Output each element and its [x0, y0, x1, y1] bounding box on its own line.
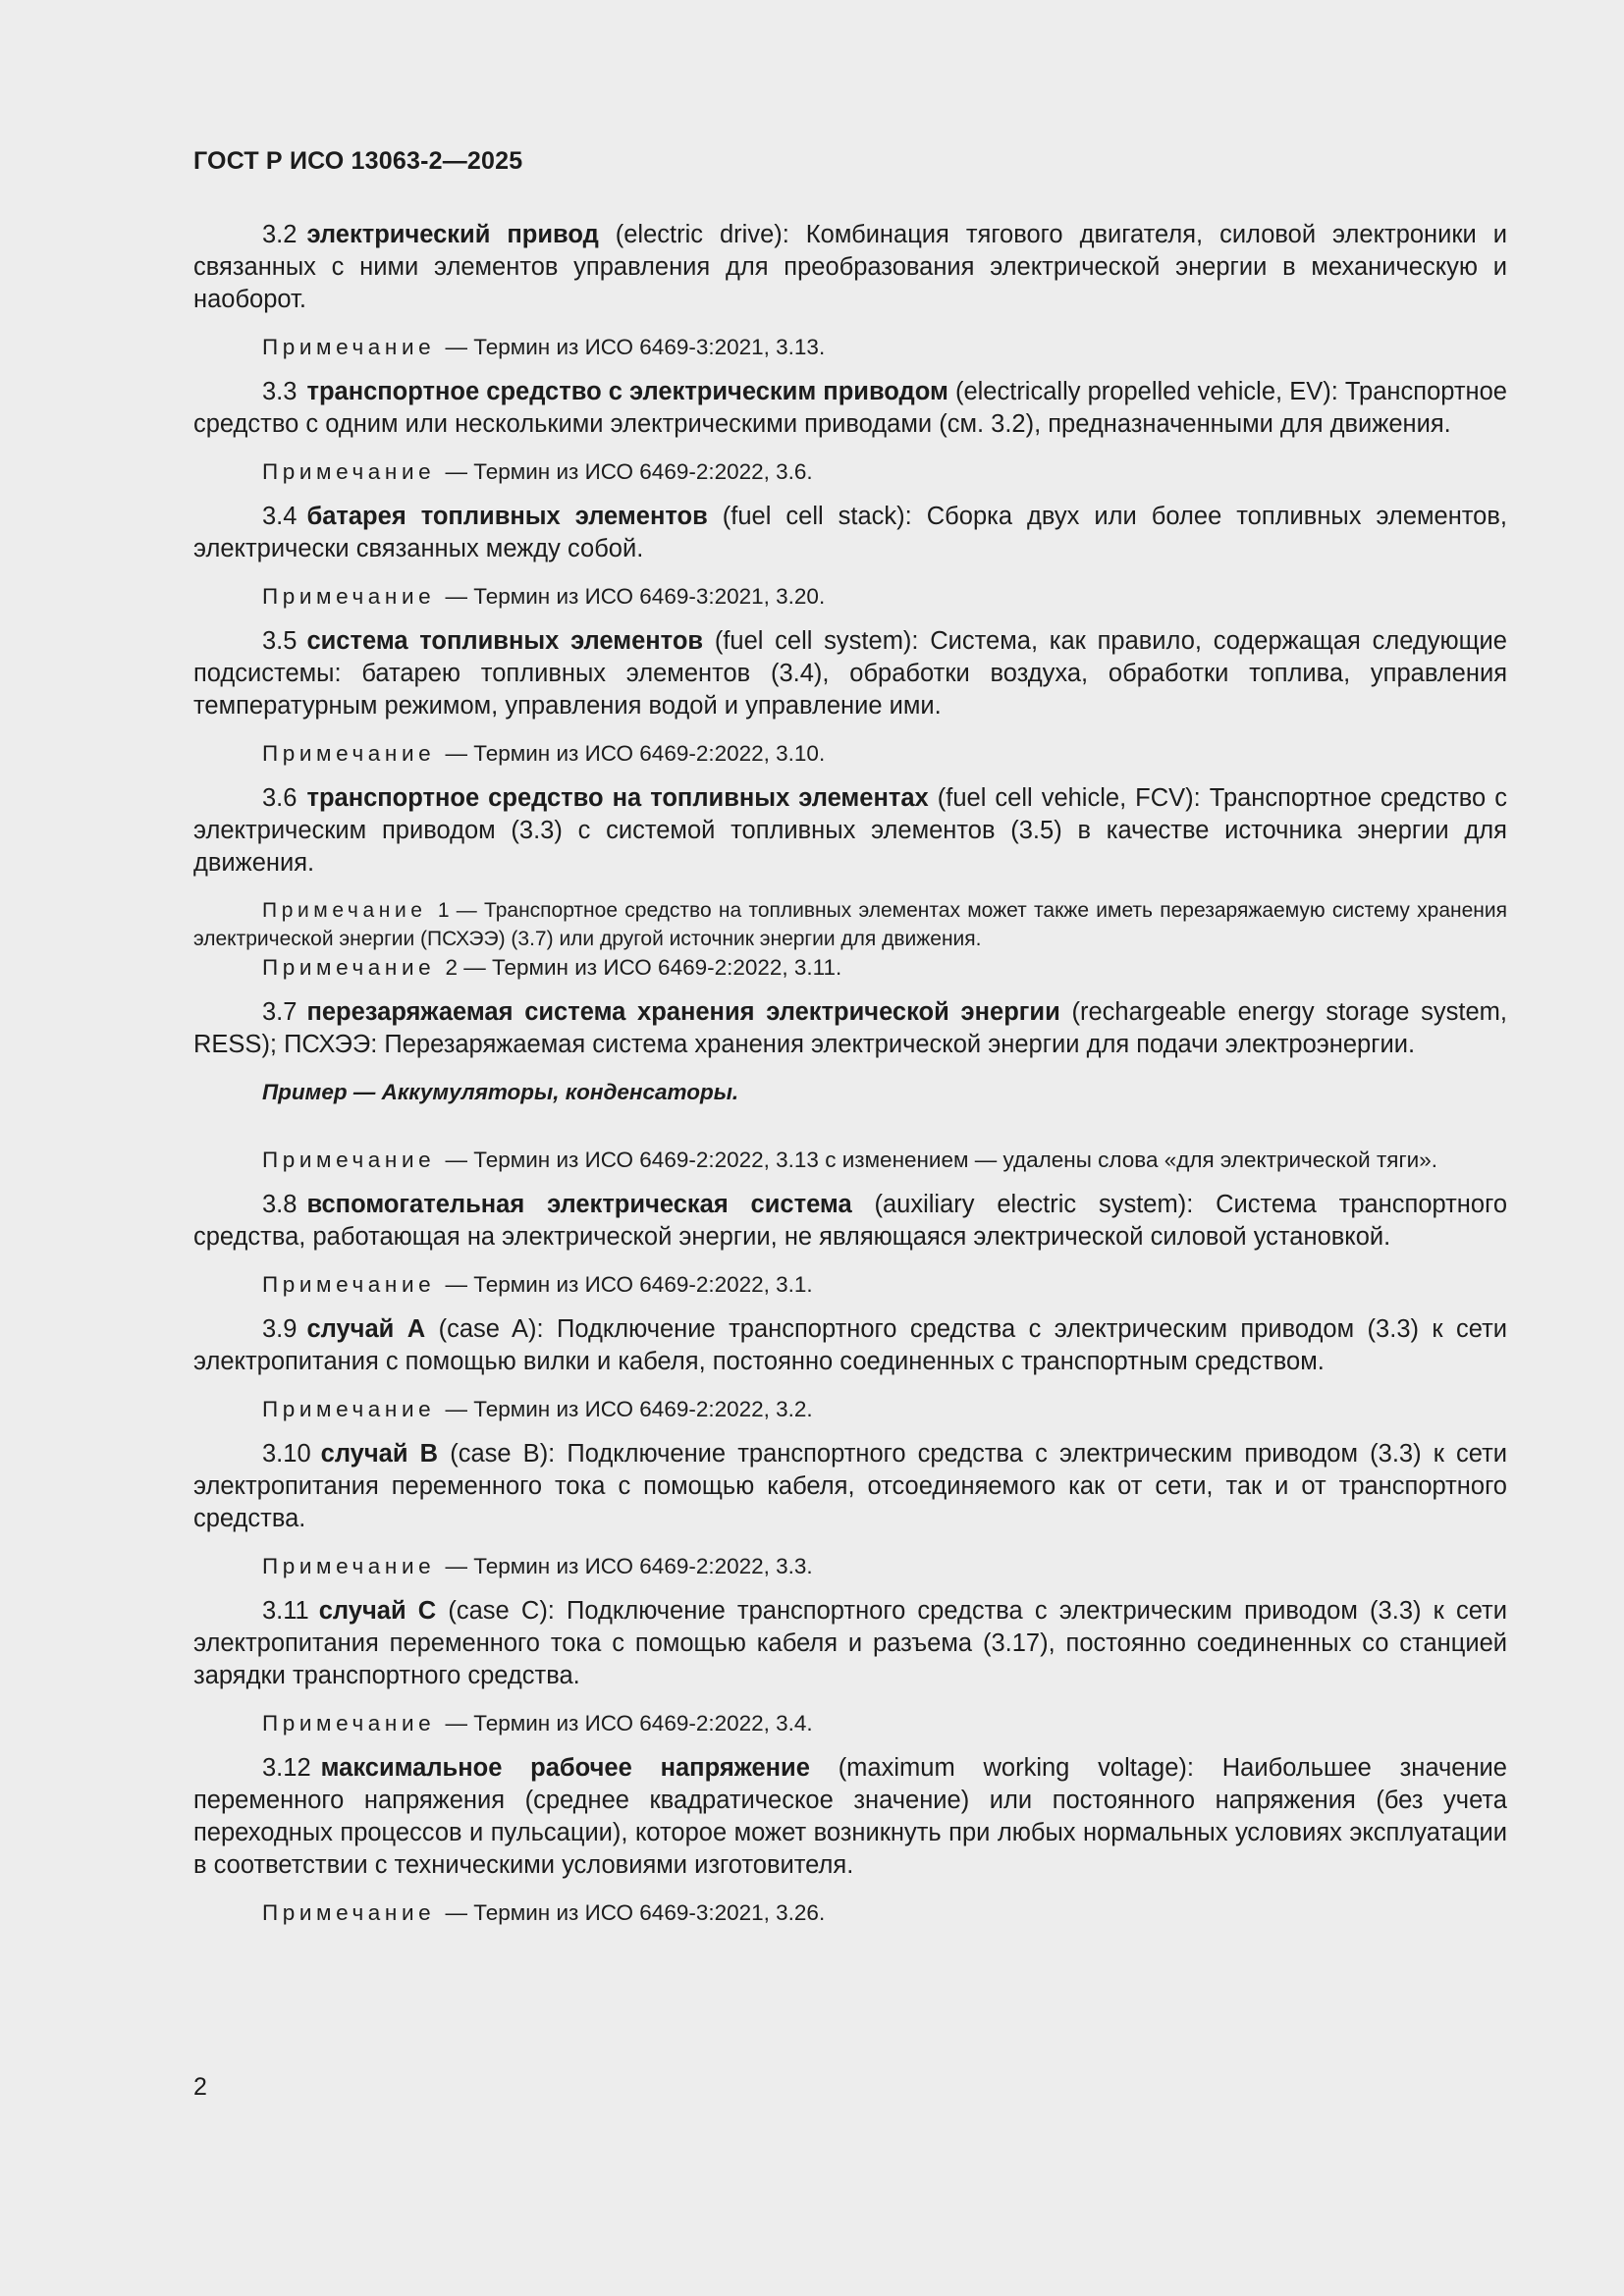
note-text: — Термин из ИСО 6469-2:2022, 3.1. [445, 1272, 813, 1297]
term-title: максимальное рабочее напряжение [320, 1754, 810, 1782]
note-label: Примечание [262, 1554, 436, 1578]
term-3-2 [193, 219, 1507, 316]
note-text: — Термин из ИСО 6469-3:2021, 3.20. [445, 584, 826, 609]
note-text: — Термин из ИСО 6469-2:2022, 3.6. [445, 459, 813, 484]
term-3-6 [193, 782, 1507, 880]
note-label: Примечание [262, 335, 436, 359]
term-3-5 [193, 625, 1507, 722]
note-label: Примечание [262, 899, 427, 922]
term-number: 3.7 [262, 998, 298, 1026]
note-label: Примечание [262, 1272, 436, 1297]
note-text: 1 — Транспортное средство на топливных элементах может также иметь перезаряжаемую систему хранения электрической энергии (ПСХЭЭ) (3.7) или другой источник энергии для движения. [193, 899, 1507, 950]
note-3-2 [193, 333, 1507, 361]
term-definition: (fuel cell vehicle, FCV): Транспортное средство с электрическим приводом (3.3) с системой топливных элементов (3.5) в качестве источника энергии для движения. [193, 784, 1507, 877]
note-3-3 [193, 457, 1507, 486]
term-definition: (fuel cell stack): Сборка двух или более топливных элементов, электрически связанных между собой. [193, 503, 1507, 562]
term-definition: (electric drive): Комбинация тягового двигателя, силовой электроники и связанных с ними элементов управления для преобразования электрической энергии в механическую и наоборот. [193, 221, 1507, 313]
term-number: 3.3 [262, 378, 298, 405]
term-number: 3.2 [262, 221, 298, 248]
note-label: Примечание [262, 1711, 436, 1735]
term-number: 3.12 [262, 1754, 311, 1782]
term-title: случай В [320, 1440, 439, 1468]
note-3-5 [193, 739, 1507, 768]
term-definition: (maximum working voltage): Наибольшее значение переменного напряжения (среднее квадратическое значение) или постоянного напряжения (без учета переходных процессов и пульсации), которое может возникнуть при любых нормальных условиях эксплуатации в соответствии с техническими условиями изготовителя. [193, 1754, 1507, 1879]
note-label: Примечание [262, 741, 436, 766]
note-text: — Термин из ИСО 6469-2:2022, 3.3. [445, 1554, 813, 1578]
term-title: транспортное средство на топливных элементах [306, 784, 929, 812]
term-3-8 [193, 1189, 1507, 1254]
page-number: 2 [193, 2073, 207, 2101]
term-number: 3.10 [262, 1440, 311, 1468]
note-text: — Термин из ИСО 6469-3:2021, 3.26. [445, 1900, 826, 1925]
term-title: система топливных элементов [306, 627, 704, 655]
term-definition: (fuel cell system): Система, как правило, содержащая следующие подсистемы: батарею топливных элементов (3.4), обработки воздуха, обработки топлива, управления температурным режимом, управления водой и управление ими. [193, 627, 1507, 720]
note-text: 2 — Термин из ИСО 6469-2:2022, 3.11. [445, 955, 842, 980]
note-text: — Термин из ИСО 6469-2:2022, 3.4. [445, 1711, 813, 1735]
note-label: Примечание [262, 1148, 436, 1172]
note-label: Примечание [262, 1397, 436, 1421]
term-number: 3.6 [262, 784, 298, 812]
note-text: — Термин из ИСО 6469-3:2021, 3.13. [445, 335, 826, 359]
document-page [193, 147, 1507, 1942]
note-3-7 [174, 1146, 1507, 1174]
note-text: — Термин из ИСО 6469-2:2022, 3.10. [445, 741, 826, 766]
term-number: 3.11 [262, 1597, 309, 1625]
note-text: — Термин из ИСО 6469-2:2022, 3.2. [445, 1397, 813, 1421]
term-title: вспомогательная электрическая система [306, 1191, 852, 1218]
term-definition: (auxiliary electric system): Система транспортного средства, работающая на электрической энергии, не являющаяся электрической силовой установкой. [193, 1191, 1507, 1251]
term-definition: (rechargeable energy storage system, RESS); ПСХЭЭ: Перезаряжаемая система хранения электрической энергии для подачи электроэнергии. [193, 998, 1507, 1058]
note-3-6-1 [193, 896, 1507, 953]
term-number: 3.9 [262, 1315, 298, 1343]
term-title: транспортное средство с электрическим приводом [306, 378, 948, 405]
term-title: батарея топливных элементов [306, 503, 708, 530]
term-title: электрический привод [306, 221, 599, 248]
term-3-7 [193, 996, 1507, 1061]
note-text: — Термин из ИСО 6469-2:2022, 3.13 с изменением — удалены слова «для электрической тяги». [445, 1148, 1437, 1172]
example-3-7: Пример — Аккумуляторы, конденсаторы. [262, 1080, 739, 1104]
term-definition: (electrically propelled vehicle, EV): Транспортное средство с одним или несколькими электрическими приводами (см. 3.2), предназначенными для движения. [193, 378, 1507, 438]
term-3-4 [193, 501, 1507, 565]
term-title: случай С [318, 1597, 437, 1625]
note-3-10 [193, 1552, 1507, 1580]
note-label: Примечание [262, 955, 436, 980]
note-label: Примечание [262, 1900, 436, 1925]
term-3-3 [193, 376, 1507, 441]
term-number: 3.8 [262, 1191, 298, 1218]
term-number: 3.5 [262, 627, 298, 655]
term-number: 3.4 [262, 503, 298, 530]
note-label: Примечание [262, 459, 436, 484]
term-definition: (case B): Подключение транспортного средства с электрическим приводом (3.3) к сети электропитания переменного тока с помощью кабеля, отсоединяемого как от сети, так и от транспортного средства. [193, 1440, 1507, 1532]
note-label: Примечание [262, 584, 436, 609]
term-title: случай А [306, 1315, 426, 1343]
term-3-12 [193, 1752, 1507, 1882]
document-header: ГОСТ Р ИСО 13063-2—2025 [193, 147, 523, 175]
note-3-6-2 [193, 953, 1507, 982]
term-3-11 [193, 1595, 1507, 1692]
term-3-9 [193, 1313, 1507, 1378]
term-title: перезаряжаемая система хранения электрической энергии [306, 998, 1060, 1026]
note-3-12 [193, 1898, 1507, 1927]
term-3-10 [193, 1438, 1507, 1535]
term-definition: (case C): Подключение транспортного средства с электрическим приводом (3.3) к сети электропитания переменного тока с помощью кабеля и разъема (3.17), постоянно соединенных со станцией зарядки транспортного средства. [193, 1597, 1507, 1689]
note-3-9 [193, 1395, 1507, 1423]
term-definition: (case A): Подключение транспортного средства с электрическим приводом (3.3) к сети электропитания с помощью вилки и кабеля, постоянно соединенных с транспортным средством. [193, 1315, 1508, 1375]
note-3-11 [193, 1709, 1507, 1737]
note-3-4 [193, 582, 1507, 611]
note-3-8 [193, 1270, 1507, 1299]
